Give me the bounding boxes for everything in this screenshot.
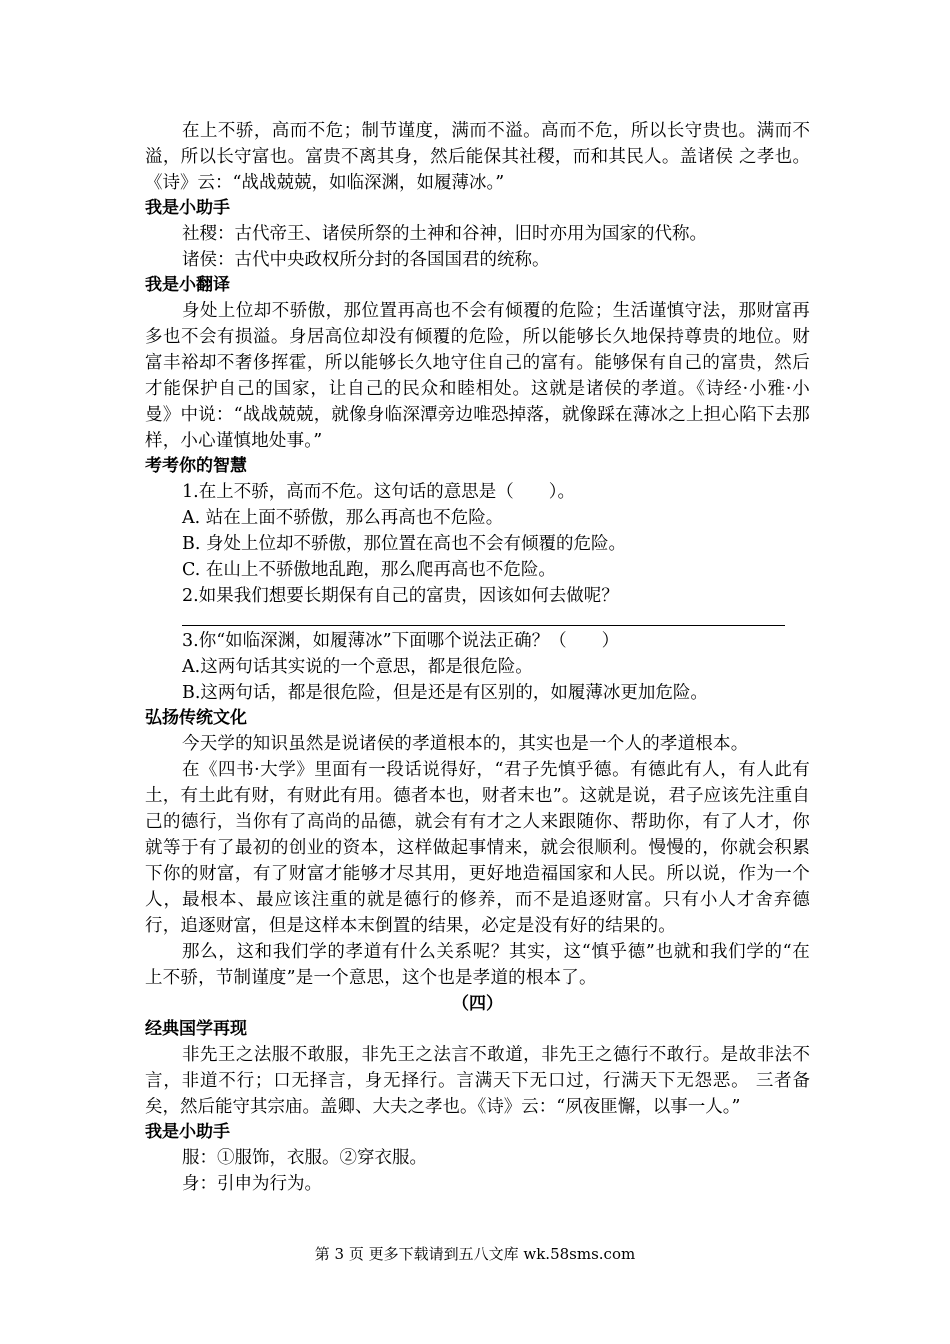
helper-item: 诸侯：古代中央政权所分封的各国国君的统称。 xyxy=(182,250,550,270)
quiz-heading: 考考你的智慧 xyxy=(145,456,247,476)
culture-paragraph: 那么，这和我们学的孝道有什么关系呢？其实，这“慎乎德”也就和我们学的“在上不骄，节制谨度”是一个意思，这个也是孝道的根本了。 xyxy=(145,942,810,988)
classic-text: 在上不骄，高而不危；制节谨度，满而不溢。高而不危，所以长守贵也。满而不溢，所以长守富也。富贵不离其身，然后能保其社稷，而和其民人。盖诸侯 之孝也。《诗》云：“战战兢兢，如临深渊，如履薄冰。” xyxy=(145,121,810,193)
quiz-question-2: 2.如果我们想要长期保有自己的富贵，因该如何去做呢？ xyxy=(182,586,619,606)
quiz-option: B.这两句话，都是很危险，但是还是有区别的，如履薄冰更加危险。 xyxy=(182,683,708,703)
culture-heading: 弘扬传统文化 xyxy=(145,708,247,728)
quiz-option: A. 站在上面不骄傲，那么再高也不危险。 xyxy=(182,508,504,528)
quiz-question-1: 1.在上不骄，高而不危。这句话的意思是（ ）。 xyxy=(182,482,575,502)
classic-heading: 经典国学再现 xyxy=(145,1019,247,1039)
helper-item: 服：①服饰，衣服。②穿衣服。 xyxy=(182,1148,427,1168)
helper-item: 社稷：古代帝王、诸侯所祭的土神和谷神，旧时亦用为国家的代称。 xyxy=(182,224,707,244)
section-title: （四） xyxy=(452,994,503,1014)
translate-text: 身处上位却不骄傲，那位置再高也不会有倾覆的危险；生活谨慎守法，那财富再多也不会有损溢。身居高位却没有倾覆的危险，所以能够长久地保持尊贵的地位。财富丰裕却不奢侈挥霍，所以能够长久地守住自己的富有。能够保有自己的富贵，然后才能保护自己的国家，让自己的民众和睦相处。这就是诸侯的孝道。《诗经·小雅·小曼》中说：“战战兢兢，就像身临深潭旁边唯恐掉落，就像踩在薄冰之上担心陷下去那样，小心谨慎地处事。” xyxy=(145,301,810,451)
culture-paragraph: 今天学的知识虽然是说诸侯的孝道根本的，其实也是一个人的孝道根本。 xyxy=(182,734,749,754)
quiz-option: A.这两句话其实说的一个意思，都是很危险。 xyxy=(182,657,533,677)
quiz-question-3: 3.你“如临深渊，如履薄冰”下面哪个说法正确？（ ） xyxy=(182,631,620,651)
helper-item: 身：引申为行为。 xyxy=(182,1174,322,1194)
page-footer: 第 3 页 更多下载请到五八文库 wk.58sms.com xyxy=(314,1245,636,1263)
helper-heading: 我是小助手 xyxy=(145,198,230,218)
classic-text: 非先王之法服不敢服，非先王之法言不敢道，非先王之德行不敢行。是故非法不言，非道不行；口无择言，身无择行。言满天下无口过，行满天下无怨恶。 三者备矣，然后能守其宗庙。盖卿、大夫之孝也。《诗》云：“夙夜匪懈，以事一人。” xyxy=(145,1045,810,1117)
document-page xyxy=(145,118,810,1197)
quiz-option: B. 身处上位却不骄傲，那位置在高也不会有倾覆的危险。 xyxy=(182,534,626,554)
answer-line xyxy=(182,609,785,626)
translate-heading: 我是小翻译 xyxy=(145,275,230,295)
culture-paragraph: 在《四书·大学》里面有一段话说得好，“君子先慎乎德。有德此有人，有人此有土，有土此有财，有财此有用。德者本也，财者末也”。这就是说，君子应该先注重自己的德行，当你有了高尚的品德，就会有有才之人来跟随你、帮助你，有了人才，你就等于有了最初的创业的资本，这样做起事情来，就会很顺利。慢慢的，你就会积累下你的财富，有了财富才能够才尽其用，更好地造福国家和人民。所以说，作为一个人，最根本、最应该注重的就是德行的修养，而不是追逐财富。只有小人才舍弃德行，追逐财富，但是这样本末倒置的结果，必定是没有好的结果的。 xyxy=(145,760,810,936)
quiz-option: C. 在山上不骄傲地乱跑，那么爬再高也不危险。 xyxy=(182,560,556,580)
helper-heading: 我是小助手 xyxy=(145,1122,230,1142)
